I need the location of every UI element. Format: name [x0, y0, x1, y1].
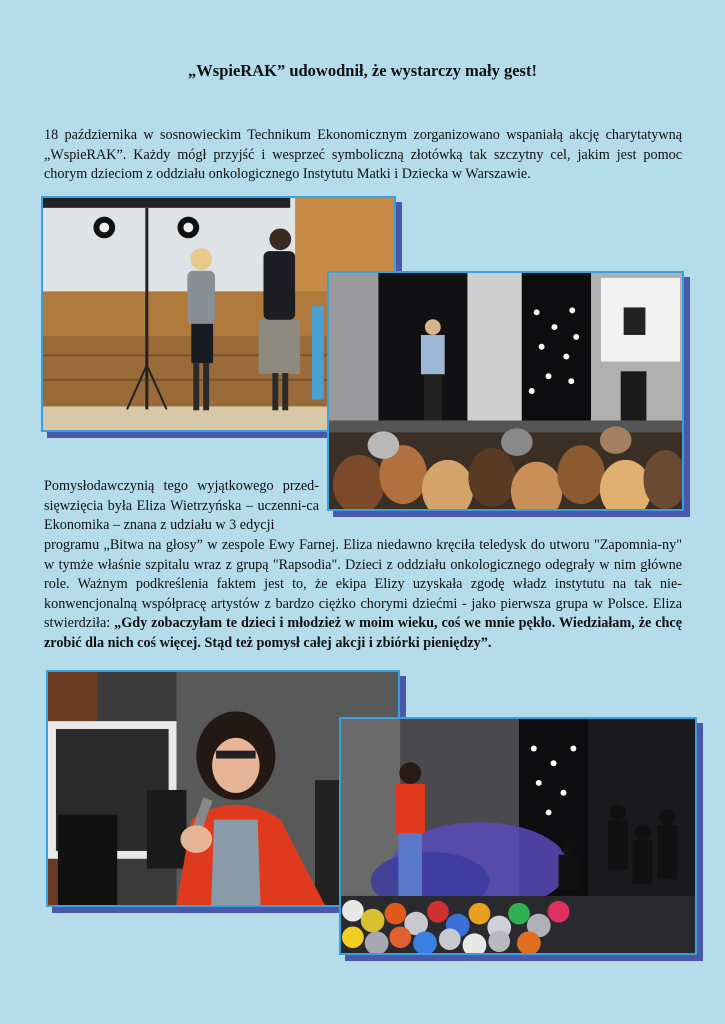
photo-auditorium-audience — [327, 271, 684, 511]
paragraph-2-text: programu „Bitwa na głosy” w zespole Ewy Farnej. Eliza niedawno kręciła teledysk do utworu "Zapomnia-ny" w tymże właśnie szpitalu wraz z grupą "Rapsodia". Dzieci z oddziału onkologicznego odegrały w nim główne role. Ważnym podkreślenia faktem jest to, że ekipa Elizy uzyskała zgodę władz instytutu na tak nie-konwencjonalną współpracę artystów z bardzo ciężko chorymi dziećmi - jako pierwsza grupa w Polsce. Eliza stwierdziła: — [44, 537, 682, 632]
photo-dance-performance — [339, 717, 697, 955]
paragraph-2-continued — [44, 536, 682, 654]
intro-paragraph: 18 października w sosnowieckim Technikum Ekonomicznym zorganizowano wspaniałą akcję charytatywną „WspieRAK”. Każdy mógł przyjść i wesprzeć symboliczną złotówką tak szczytny cel, jakim jest pomoc chorym dzieciom z oddziału onkologicznego Instytutu Matki i Dziecka w Warszawie. — [44, 127, 682, 183]
eliza-quote: „Gdy zobaczyłam te dzieci i młodzież w moim wieku, coś we mnie pękło. Wiedziałam, że chcę zrobić dla nich coś więcej. Stąd też pomysł całej akcji i zbiórki pieniędzy”. — [44, 615, 682, 651]
paragraph-2-beside-photo: Pomysłodawczynią tego wyjątkowego przed-sięwzięcia była Eliza Wietrzyńska – uczenni-ca Ekonomika – znana z udziału w 3 edycji — [44, 478, 319, 534]
article-title: „WspieRAK” udowodnił, że wystarczy mały gest! — [188, 61, 537, 80]
